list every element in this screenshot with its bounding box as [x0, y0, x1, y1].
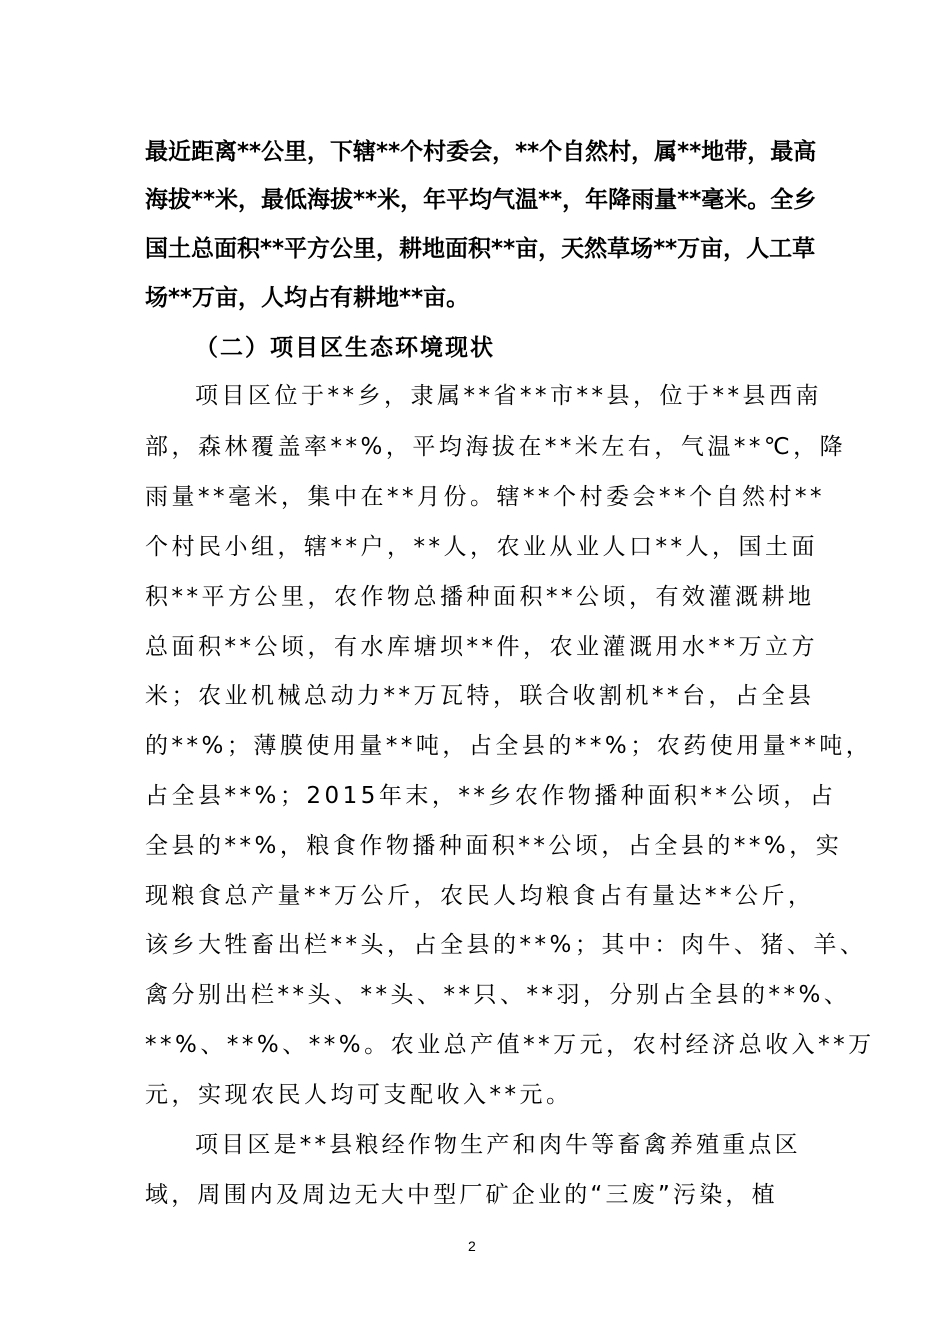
paragraph-2-line-11: 现粮食总产量**万公斤，农民人均粮食占有量达**公斤，: [145, 883, 815, 909]
paragraph-1-line-3: 国土总面积**平方公里，耕地面积**亩，天然草场**万亩，人工草: [145, 236, 816, 262]
paragraph-2-line-7: 米；农业机械总动力**万瓦特，联合收割机**台，占全县: [145, 683, 815, 709]
page-number: 2: [468, 1238, 476, 1254]
paragraph-2-line-9: 占全县**%；2015年末，**乡农作物播种面积**公顷，占: [145, 783, 837, 809]
paragraph-2-line-2: 部，森林覆盖率**%，平均海拔在**米左右，气温**℃，降: [145, 434, 847, 460]
paragraph-2-line-8: 的**%；薄膜使用量**吨，占全县的**%；农药使用量**吨，: [145, 733, 873, 759]
paragraph-2-line-1: 项目区位于**乡，隶属**省**市**县，位于**县西南: [195, 383, 822, 409]
paragraph-1-line-4: 场**万亩，人均占有耕地**亩。: [145, 285, 470, 311]
section-heading: （二）项目区生态环境现状: [195, 335, 495, 361]
paragraph-2-line-4: 个村民小组，辖**户，**人，农业从业人口**人，国土面: [145, 534, 818, 560]
paragraph-2-line-15: 元，实现农民人均可支配收入**元。: [145, 1082, 573, 1108]
paragraph-2-line-3: 雨量**毫米，集中在**月份。辖**个村委会**个自然村**: [145, 484, 825, 510]
paragraph-2-line-12: 该乡大牲畜出栏**头，占全县的**%；其中：肉牛、猪、羊、: [145, 932, 867, 958]
paragraph-2-line-13: 禽分别出栏**头、**头、**只、**羽，分别占全县的**%、: [145, 982, 851, 1008]
paragraph-3-line-1: 项目区是**县粮经作物生产和肉牛等畜禽养殖重点区: [195, 1132, 801, 1158]
paragraph-1-line-2: 海拔**米，最低海拔**米，年平均气温**，年降雨量**毫米。全乡: [145, 187, 817, 213]
paragraph-1-line-1: 最近距离**公里，下辖**个村委会，**个自然村，属**地带，最高: [145, 139, 817, 165]
paragraph-2-line-10: 全县的**%，粮食作物播种面积**公顷，占全县的**%，实: [145, 833, 843, 859]
paragraph-2-line-14: **%、**%、**%。农业总产值**万元，农村经济总收入**万: [145, 1032, 875, 1058]
paragraph-2-line-5: 积**平方公里，农作物总播种面积**公顷，有效灌溉耕地: [145, 584, 815, 610]
paragraph-3-line-2: 域，周围内及周边无大中型厂矿企业的“三废”污染，植: [145, 1182, 778, 1208]
paragraph-2-line-6: 总面积**公顷，有水库塘坝**件，农业灌溉用水**万立方: [145, 634, 818, 660]
